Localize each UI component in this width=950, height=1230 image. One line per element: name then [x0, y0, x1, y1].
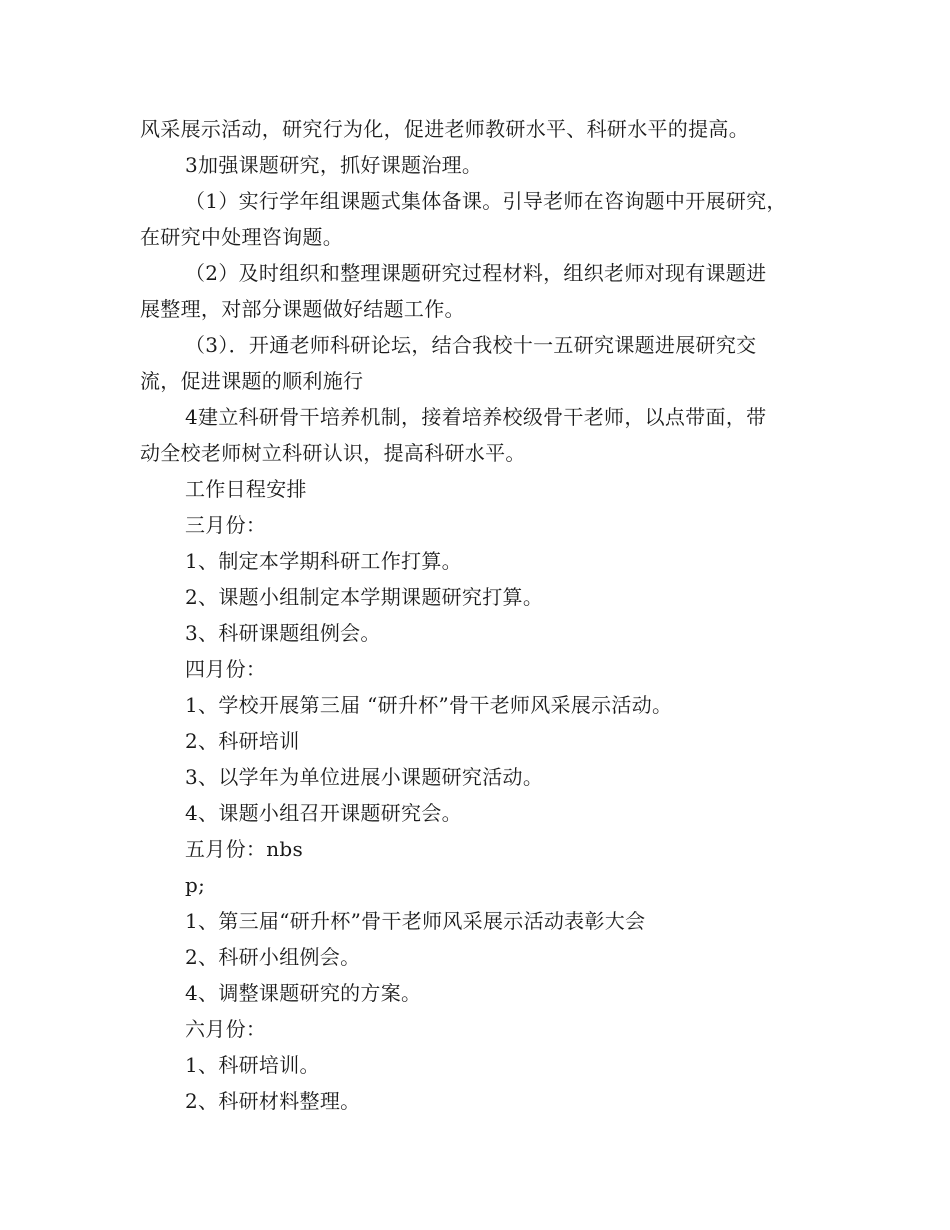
list-item: 1、制定本学期科研工作打算。 [185, 549, 462, 573]
text-line: （2）及时组织和整理课题研究过程材料，组织老师对现有课题进 [185, 261, 767, 285]
list-item: 2、科研材料整理。 [185, 1089, 361, 1113]
list-item: 2、课题小组制定本学期课题研究打算。 [185, 585, 544, 609]
text-line: 3加强课题研究，抓好课题治理。 [185, 153, 483, 177]
list-item: 4、课题小组召开课题研究会。 [185, 801, 462, 825]
text-line: 在研究中处理咨询题。 [140, 225, 343, 249]
text-line: （3）．开通老师科研论坛，结合我校十一五研究课题进展研究交 [185, 333, 757, 357]
list-item: 2、科研小组例会。 [185, 945, 361, 969]
list-item: 1、学校开展第三届 “研升杯”骨干老师风采展示活动。 [185, 693, 673, 717]
text-line: 风采展示活动，研究行为化，促进老师教研水平、科研水平的提高。 [140, 117, 749, 141]
text-line: 流，促进课题的顺利施行 [140, 369, 364, 393]
list-item: 2、科研培训 [185, 729, 300, 753]
text-line: p; [185, 873, 206, 897]
month-heading: 五月份：nbs [185, 837, 304, 861]
text-line: （1）实行学年组课题式集体备课。引导老师在咨询题中开展研究， [185, 189, 787, 213]
text-line: 展整理，对部分课题做好结题工作。 [140, 297, 465, 321]
list-item: 1、科研培训。 [185, 1053, 320, 1077]
list-item: 4、调整课题研究的方案。 [185, 981, 422, 1005]
text-line: 4建立科研骨干培养机制，接着培养校级骨干老师，以点带面，带 [185, 405, 767, 429]
month-heading: 四月份： [185, 657, 267, 681]
list-item: 3、以学年为单位进展小课题研究活动。 [185, 765, 544, 789]
month-heading: 三月份： [185, 513, 267, 537]
list-item: 3、科研课题组例会。 [185, 621, 381, 645]
list-item: 1、第三届“研升杯”骨干老师风采展示活动表彰大会 [185, 909, 646, 933]
month-heading: 六月份： [185, 1017, 267, 1041]
text-line: 动全校老师树立科研认识，提高科研水平。 [140, 441, 526, 465]
section-heading: 工作日程安排 [185, 477, 307, 501]
